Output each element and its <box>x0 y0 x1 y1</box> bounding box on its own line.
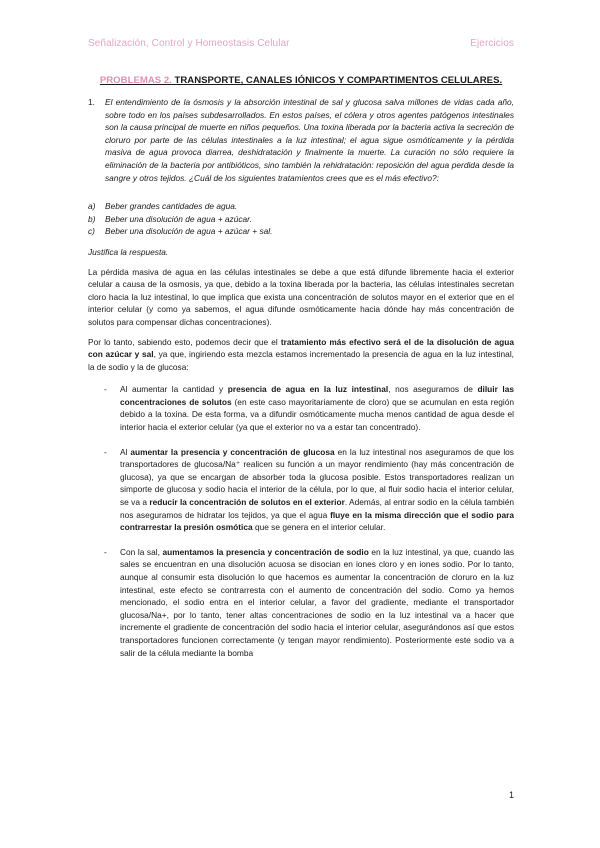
page-header <box>88 38 514 52</box>
option-item: b) Beber una disolución de agua + azúcar. <box>88 213 252 224</box>
title-main: TRANSPORTE, CANALES IÓNICOS Y COMPARTIMENTOS CELULARES. <box>171 75 503 86</box>
bullet-salt: - Con la sal, aumentamos la presencia y concentración de sodio en la luz intestinal, ya que, cuando las sales se encuentran en una disolución acuosa se disocian en iones cloro y en iones sodio. Por lo tanto, aunque al consumir esta disolución lo que hacemos es aumentar la concentración de cloruro en la luz intestinal, este efecto se contrarresta con el aumento de concentración del sodio. Como ya hemos mencionado, el sodio entra en el interior celular, a favor del gradiente, mediante el transportador glucosa/Na+, por lo tanto, tener altas concentraciones de sodio en la luz intestinal va a hacer que incremente el gradiente de concentración del sodio hacia el interior celular, asegurándonos así que estos transportadores funcionen correctamente (y tengan mayor rendimiento). Posteriormente este sodio va a salir de la célula mediante la bomba <box>104 546 515 658</box>
header-section: Ejercicios <box>470 38 514 49</box>
document-body <box>88 96 514 659</box>
options-list <box>88 200 514 238</box>
question <box>88 96 514 184</box>
option-item: a) Beber grandes cantidades de agua. <box>88 201 238 212</box>
option-item: c) Beber una disolución de agua + azúcar + sal. <box>88 226 273 237</box>
bullet-glucose: - Al aumentar la presencia y concentración de glucosa en la luz intestinal nos aseguramos de que los transportadores de glucosa/Na⁺ realicen su función a un mayor rendimiento (hay más concentración de glucosa), ya que se encargan de absorber toda la glucosa posible. Estos transportadores realizan un simporte de glucosa y sodio hacia el interior de la célula, por lo que, al fluir sodio hacia el interior celular, se va a reducir la concentración de solutos en el exterior. Además, al entrar sodio en la célula también nos aseguramos de hidratar los tejidos, ya que el agua fluye en la misma dirección que el sodio para contrarrestar la presión osmótica que se genera en el interior celular. <box>104 446 515 533</box>
header-course-title: Señalización, Control y Homeostasis Celular <box>88 38 290 49</box>
question-number: 1. <box>88 97 95 107</box>
page-number: 1 <box>508 790 514 800</box>
page-title <box>88 75 514 86</box>
bullet-water: - Al aumentar la cantidad y presencia de agua en la luz intestinal, nos aseguramos de diluir las concentraciones de solutos (en este caso mayoritariamente de cloro) que se acumulan en esta región debido a la toxina. De esta forma, va a difundir osmóticamente mucha menos cantidad de agua desde el interior hacia el exterior celular (ya que el exterior no va a estar tan concentrado). <box>104 384 515 433</box>
answer-paragraph-2: Por lo tanto, sabiendo esto, podemos decir que el tratamiento más efectivo será el de la disolución de agua con azúcar y sal, ya que, ingiriendo esta mezcla estamos incrementado la presencia de agua en la luz intestinal, la de sodio y la de glucosa: <box>88 336 514 372</box>
answer-paragraph-1: La pérdida masiva de agua en las células intestinales se debe a que está difunde libremente hacia el exterior celular a causa de la osmosis, ya que, debido a la toxina liberada por la bacteria, las células intestinales secretan cloro hacia la luz intestinal, lo que implica que exista una concentración de solutos mayor en el exterior que en el interior celular (y como ya sabemos, el agua difunde osmóticamente hacia dónde hay más concentración de solutos para compensar dichas concentraciones). <box>88 266 514 327</box>
title-prefix: PROBLEMAS 2. <box>99 75 172 86</box>
question-text: El entendimiento de la ósmosis y la absorción intestinal de sal y glucosa salva millones de vidas cada año, sobre todo en los países subdesarrollados. En estos países, el cólera y otros agentes patógenos intestinales son la causa principal de muerte en niños pequeños. Una toxina liberada por la bacteria activa la secreción de cloruro por parte de las células intestinales a la luz intestinal; el agua sigue osmóticamente y la pérdida masiva de agua provoca diarrea, deshidratación y finalmente la muerte. La curación no sólo requiere la eliminación de la bacteria por antibióticos, sino también la rehidratación: reposición del agua perdida desde la sangre y otros tejidos. ¿Cuál de los siguientes tratamientos crees que es el más efectivo?: <box>105 97 514 183</box>
justify-instruction: Justifica la respuesta. <box>88 246 169 257</box>
